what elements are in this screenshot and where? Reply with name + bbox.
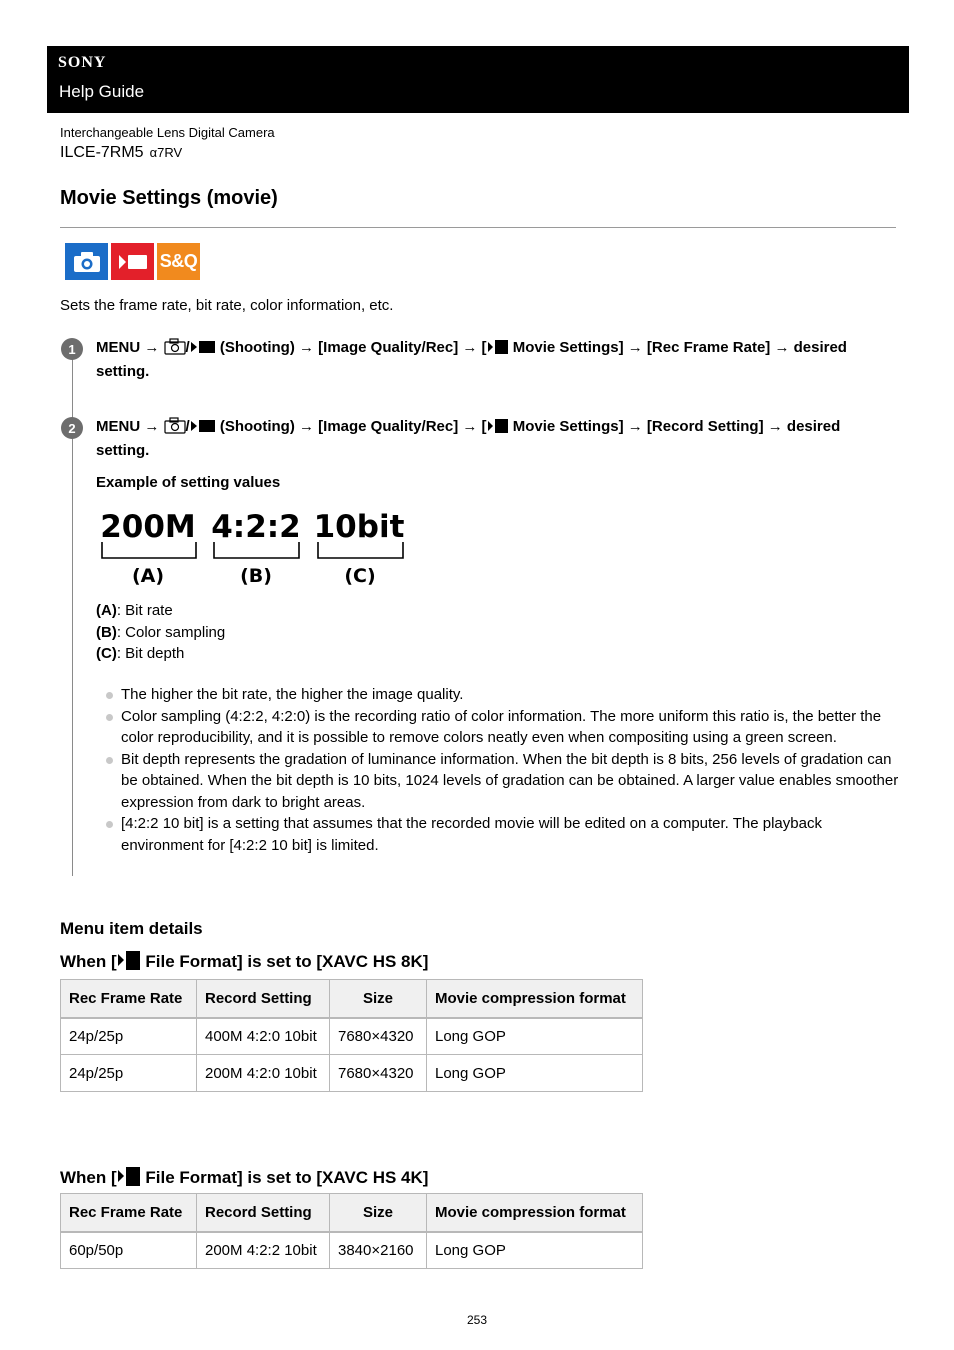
step-1-tail: setting. xyxy=(96,363,150,380)
help-guide-title: Help Guide xyxy=(59,82,145,101)
movie-mode-icon xyxy=(117,1166,141,1191)
example-label-c: (C) xyxy=(344,565,376,587)
note-item: [4:2:2 10 bit] is a setting that assumes that the recorded movie will be edited on a computer. The playback environment for [4:2:2 10 bit] is limited. xyxy=(105,813,900,856)
camera-outline-icon xyxy=(164,417,186,440)
product-model xyxy=(60,144,182,162)
example-label-b: (B) xyxy=(240,565,272,587)
camera-outline-icon xyxy=(164,338,186,361)
movie-mode-icon xyxy=(190,418,216,440)
product-category: Interchangeable Lens Digital Camera xyxy=(60,125,275,140)
step-2-shooting: (Shooting) → [Image Quality/Rec] → [ xyxy=(219,418,487,435)
legend-item: (A): Bit rate xyxy=(96,602,173,619)
details-title: Menu item details xyxy=(60,919,203,938)
step-1-text: MENU → / (Shooting) → [Image Quality/Rec] → [ Movie Settings] → [Rec Frame Rate] → desired setting. xyxy=(96,339,847,380)
table-8k xyxy=(60,979,643,1092)
example-value-c: 10bit xyxy=(313,509,405,545)
title-divider xyxy=(60,227,896,228)
note-item: The higher the bit rate, the higher the image quality. xyxy=(105,684,900,706)
brand-logo: SONY xyxy=(58,54,107,71)
page-number: 253 xyxy=(466,1313,488,1327)
step-2-menu: MENU → xyxy=(96,418,160,435)
model-sub: α7RV xyxy=(149,145,183,160)
table-row: 60p/50p 200M 4:2:2 10bit 3840×2160 Long GOP xyxy=(61,1232,643,1269)
movie-mode-icon xyxy=(190,339,216,361)
column-header: Movie compression format xyxy=(427,980,643,1018)
example-diagram xyxy=(96,505,416,591)
example-label-a: (A) xyxy=(131,565,165,587)
table-2-heading: When [ File Format] is set to [XAVC HS 4K] xyxy=(60,1166,428,1191)
camera-icon xyxy=(65,243,108,280)
note-item: Color sampling (4:2:2, 4:2:0) is the recording ratio of color information. The more uniform this ratio is, the better the color reproducibility, and it is possible to remove colors neatly even when compositing using a green screen. xyxy=(105,706,900,749)
step-1-shooting: (Shooting) → [Image Quality/Rec] → [ xyxy=(219,339,487,356)
table-1-heading: When [ File Format] is set to [XAVC HS 8K] xyxy=(60,950,428,975)
column-header: Movie compression format xyxy=(427,1194,643,1232)
page-title: Movie Settings (movie) xyxy=(60,187,278,209)
movie-mode-icon xyxy=(487,339,509,361)
legend-item: (C): Bit depth xyxy=(96,645,185,662)
step-1-movie-settings: Movie Settings] → [Rec Frame Rate] → desired xyxy=(512,339,847,356)
step-number-1: 1 xyxy=(61,338,83,360)
movie-mode-icon xyxy=(117,950,141,975)
table-4k xyxy=(60,1193,643,1269)
column-header: Rec Frame Rate xyxy=(61,1194,197,1232)
legend-item: (B): Color sampling xyxy=(96,623,226,641)
column-header: Size xyxy=(330,1194,427,1232)
step-number-2: 2 xyxy=(61,417,83,439)
header-bar xyxy=(47,46,909,113)
step-2-text: MENU → / (Shooting) → [Image Quality/Rec] → [ Movie Settings] → [Record Setting] → desired setting. xyxy=(96,418,841,459)
notes-list xyxy=(105,684,900,856)
column-header: Record Setting xyxy=(197,1194,330,1232)
movie-mode-icon xyxy=(487,418,509,440)
example-title: Example of setting values xyxy=(96,474,281,491)
mode-icons xyxy=(65,243,200,280)
s-and-q-icon: S&Q xyxy=(157,243,200,280)
table-row: 24p/25p 400M 4:2:0 10bit 7680×4320 Long GOP xyxy=(61,1018,643,1055)
table-row: 24p/25p 200M 4:2:0 10bit 7680×4320 Long GOP xyxy=(61,1055,643,1092)
example-value-b: 4:2:2 xyxy=(211,509,301,545)
model-name: ILCE-7RM5 xyxy=(60,144,144,161)
step-1-menu: MENU → xyxy=(96,339,160,356)
note-item: Bit depth represents the gradation of luminance information. When the bit depth is 8 bits, 256 levels of gradation can be obtained. When the bit depth is 10 bits, 1024 levels of gradation can be obtained. A larger value enables smoother expression from dark to bright areas. xyxy=(105,749,900,814)
example-value-a: 200M xyxy=(100,509,196,545)
column-header: Size xyxy=(330,980,427,1018)
column-header: Rec Frame Rate xyxy=(61,980,197,1018)
column-header: Record Setting xyxy=(197,980,330,1018)
step-2-movie-settings: Movie Settings] → [Record Setting] → desired xyxy=(512,418,841,435)
intro-text: Sets the frame rate, bit rate, color information, etc. xyxy=(60,297,394,314)
example-legend xyxy=(96,600,225,665)
step-2-tail: setting. xyxy=(96,442,150,459)
movie-icon xyxy=(111,243,154,280)
